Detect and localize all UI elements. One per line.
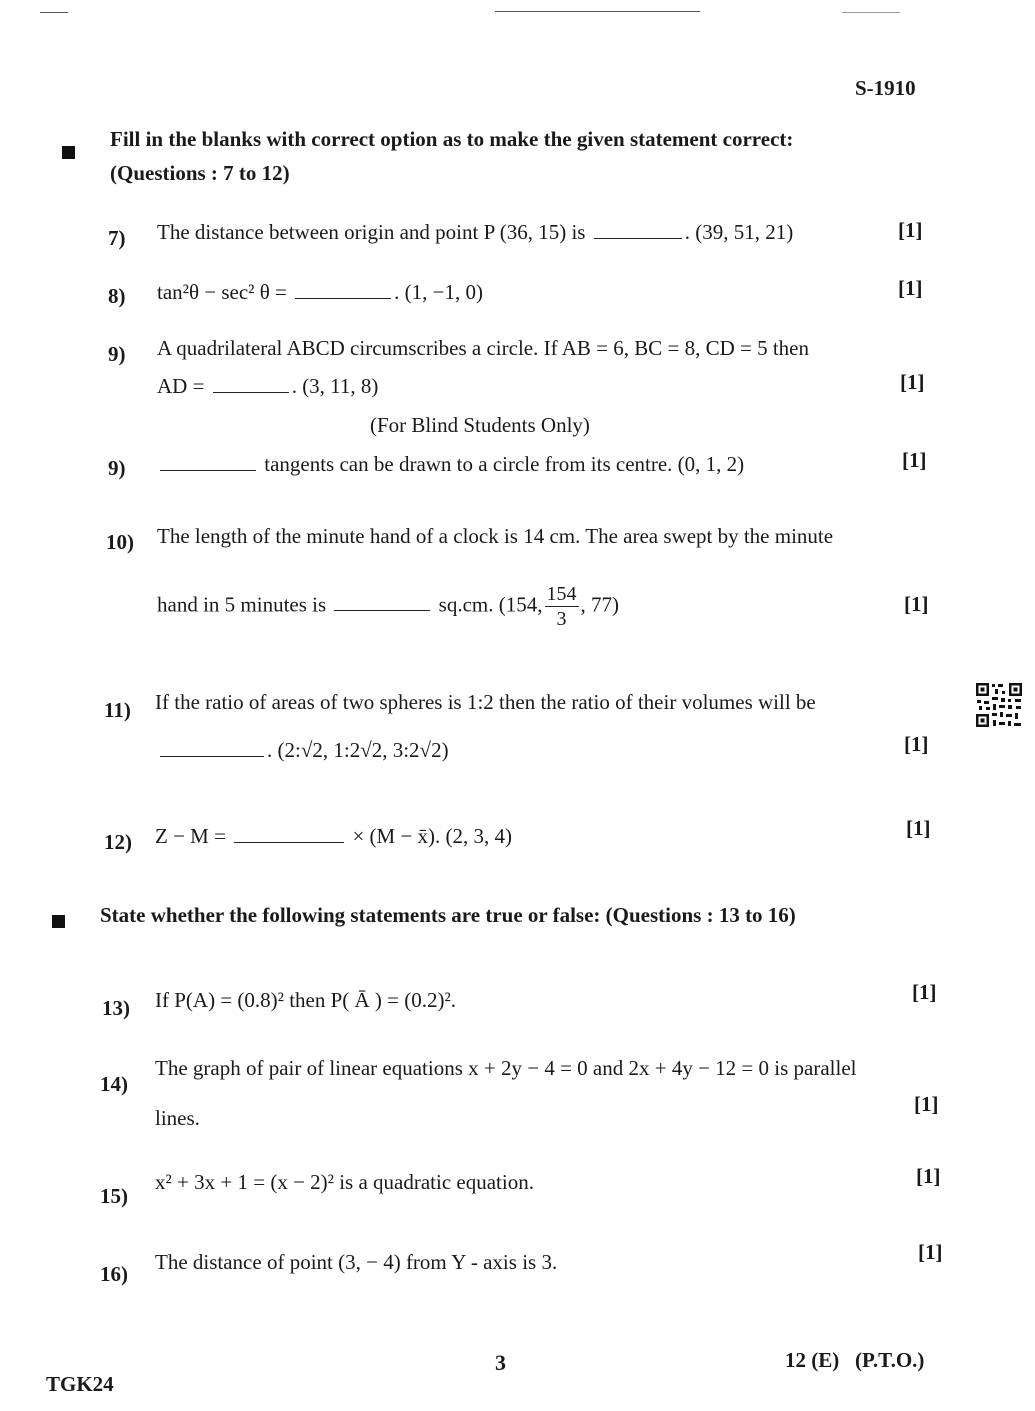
question-number: 9) — [108, 456, 126, 480]
question-14-line2: lines. — [155, 1106, 200, 1130]
answer-blank — [160, 738, 264, 757]
question-15-text: x² + 3x + 1 = (x − 2)² is a quadratic equation. — [155, 1170, 534, 1194]
fraction-numerator: 154 — [546, 583, 577, 605]
question-text: hand in 5 minutes is — [157, 592, 327, 617]
question-14-line1: The graph of pair of linear equations x + 2y − 4 = 0 and 2x + 4y − 12 = 0 is parallel — [155, 1056, 857, 1080]
marks-label: [1] — [912, 980, 937, 1004]
question-7-text — [157, 220, 793, 245]
answer-blank — [234, 824, 344, 843]
question-text: The distance between origin and point P (36, 15) is — [157, 220, 586, 244]
question-text: AD = — [157, 374, 205, 398]
answer-blank — [594, 220, 682, 239]
marks-label: [1] — [898, 276, 923, 300]
page-number: 3 — [495, 1350, 506, 1375]
question-number: 16) — [100, 1262, 128, 1286]
marks-label: [1] — [902, 448, 927, 472]
paper-code: S-1910 — [855, 76, 916, 100]
marks-label: [1] — [914, 1092, 939, 1116]
question-options: . (3, 11, 8) — [291, 374, 379, 398]
marks-label: [1] — [904, 592, 929, 616]
question-number: 13) — [102, 996, 130, 1020]
footer-code: TGK24 — [46, 1372, 114, 1396]
question-10-line1: The length of the minute hand of a clock is 14 cm. The area swept by the minute — [157, 524, 834, 548]
question-12-text — [155, 824, 512, 849]
section-a-heading — [110, 122, 793, 190]
question-options: . (2:√2, 1:2√2, 3:2√2) — [267, 738, 449, 762]
marks-label: [1] — [916, 1164, 941, 1188]
question-number: 14) — [100, 1072, 128, 1096]
marks-label: [1] — [900, 370, 925, 394]
bullet-icon — [52, 915, 65, 928]
question-number: 10) — [106, 530, 134, 554]
fraction-denominator: 3 — [556, 608, 567, 630]
footer-right-text: 12 (E) (P.T.O.) — [785, 1348, 925, 1372]
qr-code-icon — [975, 682, 1023, 728]
question-9-line1: A quadrilateral ABCD circumscribes a circle. If AB = 6, BC = 8, CD = 5 then — [157, 336, 809, 360]
question-number: 11) — [104, 698, 131, 722]
question-8-text — [157, 280, 483, 305]
question-9-line2 — [157, 374, 378, 399]
answer-blank — [213, 374, 289, 393]
section-b-heading: State whether the following statements are true or false: (Questions : 13 to 16) — [100, 903, 796, 927]
question-13-text: If P(A) = (0.8)² then P( Ā ) = (0.2)². — [155, 988, 457, 1012]
question-10-line2 — [157, 582, 619, 631]
question-options: . (39, 51, 21) — [684, 220, 794, 244]
marks-label: [1] — [918, 1240, 943, 1264]
question-9-blind-text — [157, 452, 744, 477]
question-number: 7) — [108, 226, 126, 250]
scan-line — [40, 12, 68, 13]
marks-label: [1] — [904, 732, 929, 756]
question-text: Z − M = — [155, 824, 226, 848]
question-text: sq.cm. (154, — [438, 592, 543, 617]
question-text: tan²θ − sec² θ = — [157, 280, 287, 304]
marks-label: [1] — [898, 218, 923, 242]
question-options: × (M − x̄). (2, 3, 4) — [352, 824, 513, 848]
section-a-heading-line1: Fill in the blanks with correct option as to make the given statement correct: — [110, 127, 794, 151]
question-options: . (1, −1, 0) — [394, 280, 483, 304]
question-text: tangents can be drawn to a circle from its centre. (0, 1, 2) — [264, 452, 745, 476]
question-number: 8) — [108, 284, 126, 308]
scan-line — [495, 11, 700, 12]
marks-label: [1] — [906, 816, 931, 840]
question-number: 12) — [104, 830, 132, 854]
question-number: 9) — [108, 342, 126, 366]
question-number: 15) — [100, 1184, 128, 1208]
section-a-heading-line2: (Questions : 7 to 12) — [110, 161, 290, 185]
blind-students-note: (For Blind Students Only) — [370, 413, 590, 437]
question-16-text: The distance of point (3, − 4) from Y - axis is 3. — [155, 1250, 558, 1274]
question-options: , 77) — [580, 592, 619, 617]
scan-line — [842, 12, 900, 13]
question-11-line2 — [157, 738, 449, 763]
answer-blank — [295, 280, 391, 299]
answer-blank — [334, 592, 430, 611]
bullet-icon — [62, 146, 75, 159]
question-11-line1: If the ratio of areas of two spheres is 1:2 then the ratio of their volumes will be — [155, 690, 816, 714]
fraction — [545, 582, 579, 631]
answer-blank — [160, 452, 256, 471]
